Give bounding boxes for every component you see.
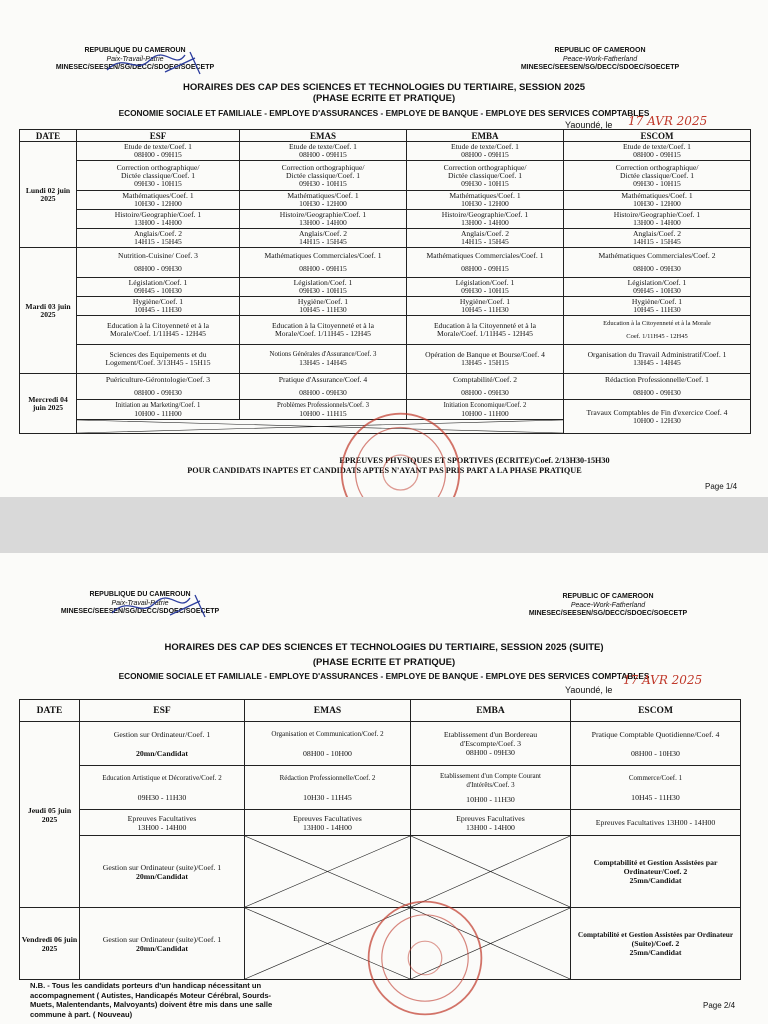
table-row — [20, 722, 741, 766]
footer-note: EPREUVES PHYSIQUES ET SPORTIVES (ECRITE)/Coef. 2/13H30-15H30 POUR CANDIDATS INAPTES ET CANDIDATS APTES N'AYANT PAS PRIS PART A LA PHASE PRATIQUE — [187, 456, 610, 475]
signature-scribble — [105, 50, 215, 76]
page-subtitle: ECONOMIE SOCIALE ET FAMILIALE - EMPLOYE D'ASSURANCES - EMPLOYE DE BANQUE - EMPLOYE DES SERVICES COMPTABLES — [118, 671, 650, 681]
date-cell: Jeudi 05 juin 2025 — [20, 722, 80, 908]
official-stamp — [338, 410, 463, 497]
page-subtitle: ECONOMIE SOCIALE ET FAMILIALE - EMPLOYE D'ASSURANCES - EMPLOYE DE BANQUE - EMPLOYE DES SERVICES COMPTABLES — [118, 108, 650, 118]
cell: Mathématiques/Coef. 1 10H30 - 12H00 — [240, 191, 407, 210]
header-row — [20, 700, 741, 722]
official-stamp — [365, 898, 485, 1018]
header-left: REPUBLIQUE DU CAMEROUN Paix-Travail-Patrie MINESEC/SEESEN/SG/DECC/SDOEC/SOECETP — [55, 47, 215, 71]
cell: Etude de texte/Coef. 1 08H00 - 09H15 — [77, 142, 240, 161]
col-esf: ESF — [77, 130, 240, 142]
cell: Initiation Economique/Coef. 2 10H00 - 11H00 — [407, 400, 564, 420]
cell: Hygiène/Coef. 1 10H45 - 11H30 — [564, 297, 751, 316]
cell: Commerce/Coef. 1 10H45 - 11H30 — [571, 766, 741, 810]
schedule-table-1 — [19, 129, 751, 434]
cell: Mathématiques Commerciales/Coef. 1 08H00 - 09H15 — [240, 248, 407, 278]
col-esf: ESF — [80, 700, 245, 722]
cell: Hygiène/Coef. 1 10H45 - 11H30 — [407, 297, 564, 316]
table-row — [20, 142, 751, 161]
col-emas: EMAS — [245, 700, 411, 722]
cell: Gestion sur Ordinateur/Coef. 1 20mn/Candidat — [80, 722, 245, 766]
cell: Correction orthographique/ Dictée classique/Coef. 1 09H30 - 10H15 — [564, 161, 751, 191]
empty-cell — [77, 420, 564, 434]
table-row — [20, 278, 751, 297]
empty-cell — [245, 836, 411, 908]
yaounde-label: Yaoundé, le — [565, 120, 613, 130]
yaounde-label: Yaoundé, le — [565, 685, 613, 695]
cell: Rédaction Professionnelle/Coef. 1 08H00 - 09H30 — [564, 374, 751, 400]
cell: Initiation au Marketing/Coef. 1 10H00 - 11H00 — [77, 400, 240, 420]
cell: Organisation et Communication/Coef. 2 08H00 - 10H00 — [245, 722, 411, 766]
cell: Epreuves Facultatives 13H00 - 14H00 — [245, 810, 411, 836]
cell: Législation/Coef. 1 09H30 - 10H15 — [407, 278, 564, 297]
cell: Correction orthographique/ Dictée classique/Coef. 1 09H30 - 10H15 — [77, 161, 240, 191]
header-right: REPUBLIC OF CAMEROON Peace-Work-Fatherland MINESEC/SEESEN/SG/DECC/SDOEC/SOECETP — [520, 47, 680, 71]
col-date: DATE — [20, 700, 80, 722]
cell: Epreuves Facultatives 13H00 - 14H00 — [411, 810, 571, 836]
col-emas: EMAS — [240, 130, 407, 142]
empty-cell — [411, 836, 571, 908]
cell: Hygiène/Coef. 1 10H45 - 11H30 — [240, 297, 407, 316]
cell: Nutrition-Cuisine/ Coef. 3 08H00 - 09H30 — [77, 248, 240, 278]
cell: Histoire/Geographie/Coef. 1 13H00 - 14H00 — [564, 210, 751, 229]
cell: Histoire/Geographie/Coef. 1 13H00 - 14H00 — [77, 210, 240, 229]
table-row — [20, 229, 751, 248]
cell: Pratique Comptable Quotidienne/Coef. 4 08H00 - 10H30 — [571, 722, 741, 766]
cell: Mathématiques Commerciales/Coef. 2 08H00 - 09H30 — [564, 248, 751, 278]
col-emba: EMBA — [411, 700, 571, 722]
cell: Travaux Comptables de Fin d'exercice Coef. 4 10H00 - 12H30 — [564, 400, 751, 434]
cell: Anglais/Coef. 2 14H15 - 15H45 — [564, 229, 751, 248]
col-escom: ESCOM — [564, 130, 751, 142]
cell: Epreuves Facultatives 13H00 - 14H00 — [571, 810, 741, 836]
table-row — [20, 810, 741, 836]
table-row — [20, 248, 751, 278]
table-row — [20, 210, 751, 229]
signature-scribble — [110, 593, 220, 619]
table-row — [20, 836, 741, 908]
cell: Législation/Coef. 1 09H45 - 10H30 — [564, 278, 751, 297]
cell: Histoire/Geographie/Coef. 1 13H00 - 14H00 — [240, 210, 407, 229]
handwritten-date: 17 AVR 2025 — [628, 114, 708, 128]
table-row — [20, 345, 751, 374]
page-title: HORAIRES DES CAP DES SCIENCES ET TECHNOLOGIES DU TERTIAIRE, SESSION 2025 (SUITE) (PHASE ECRITE ET PRATIQUE) — [164, 642, 604, 668]
page-number: Page 2/4 — [703, 1001, 736, 1010]
cell: Mathématiques/Coef. 1 10H30 - 12H00 — [407, 191, 564, 210]
cell: Comptabilité et Gestion Assistées par Ordinateur (Suite)/Coef. 2 25mn/Candidat — [571, 908, 741, 980]
date-cell: Vendredi 06 juin 2025 — [20, 908, 80, 980]
cell: Législation/Coef. 1 09H45 - 10H30 — [77, 278, 240, 297]
cell: Education à la Citoyenneté et à la Morale/Coef. 1/11H45 - 12H45 — [77, 316, 240, 345]
header-right: REPUBLIC OF CAMEROON Peace-Work-Fatherland MINESEC/SEESEN/SG/DECC/SDOEC/SOECETP — [528, 593, 688, 617]
page-2 — [0, 553, 768, 1024]
cell: Hygiène/Coef. 1 10H45 - 11H30 — [77, 297, 240, 316]
cell: Puériculture-Gérontologie/Coef. 3 08H00 - 09H30 — [77, 374, 240, 400]
cell: Education Artistique et Décorative/Coef. 2 09H30 - 11H30 — [80, 766, 245, 810]
handwritten-date: 17 AVR 2025 — [623, 673, 703, 687]
cell: Législation/Coef. 1 09H30 - 10H15 — [240, 278, 407, 297]
table-row — [20, 766, 741, 810]
date-cell: Lundi 02 juin 2025 — [20, 142, 77, 248]
cell: Anglais/Coef. 2 14H15 - 15H45 — [407, 229, 564, 248]
cell: Etablissement d'un Compte Courant d'Intérêts/Coef. 3 10H00 - 11H30 — [411, 766, 571, 810]
cell: Etude de texte/Coef. 1 08H00 - 09H15 — [407, 142, 564, 161]
cell: Correction orthographique/ Dictée classique/Coef. 1 09H30 - 10H15 — [407, 161, 564, 191]
cell: Education à la Citoyenneté et à la Morale/Coef. 1/11H45 - 12H45 — [240, 316, 407, 345]
cell: Etude de texte/Coef. 1 08H00 - 09H15 — [564, 142, 751, 161]
cell: Comptabilité et Gestion Assistées par Ordinateur/Coef. 2 25mn/Candidat — [571, 836, 741, 908]
cell: Epreuves Facultatives 13H00 - 14H00 — [80, 810, 245, 836]
cell: Histoire/Geographie/Coef. 1 13H00 - 14H00 — [407, 210, 564, 229]
cell: Correction orthographique/ Dictée classique/Coef. 1 09H30 - 10H15 — [240, 161, 407, 191]
page-number: Page 1/4 — [705, 482, 738, 491]
note-block: N.B. - Tous les candidats porteurs d'un handicap nécessitant un accompagnement ( Autistes, Handicapés Moteur Cérébral, Sourds- Muets, Malentendants, Malvoyants) doivent être mis dans une salle commune à part. ( Nouveau) — [30, 981, 273, 1019]
cell: Notions Générales d'Assurance/Coef. 3 13H45 - 14H45 — [240, 345, 407, 374]
date-cell: Mardi 03 juin 2025 — [20, 248, 77, 374]
cell: Etude de texte/Coef. 1 08H00 - 09H15 — [240, 142, 407, 161]
cell: Mathématiques/Coef. 1 10H30 - 12H00 — [77, 191, 240, 210]
cell: Rédaction Professionnelle/Coef. 2 10H30 - 11H45 — [245, 766, 411, 810]
cell: Gestion sur Ordinateur (suite)/Coef. 1 20mn/Candidat — [80, 836, 245, 908]
table-row — [20, 374, 751, 400]
cell: Comptabilité/Coef. 2 08H00 - 09H30 — [407, 374, 564, 400]
col-date: DATE — [20, 130, 77, 142]
col-escom: ESCOM — [571, 700, 741, 722]
cell: Problèmes Professionnels/Coef. 3 10H00 - 11H15 — [240, 400, 407, 420]
cell: Education à la Citoyenneté et à la Morale/Coef. 1/11H45 - 12H45 — [407, 316, 564, 345]
table-row — [20, 161, 751, 191]
table-row — [20, 297, 751, 316]
date-cell: Mercredi 04 juin 2025 — [20, 374, 77, 434]
cell: Etablissement d'un Bordereau d'Escompte/Coef. 3 08H00 - 09H30 — [411, 722, 571, 766]
table-row — [20, 191, 751, 210]
header-left: REPUBLIQUE DU CAMEROUN Paix-Travail-Patrie MINESEC/SEESEN/SG/DECC/SDOEC/SOECETP — [60, 591, 220, 615]
cell: Mathématiques/Coef. 1 10H30 - 12H00 — [564, 191, 751, 210]
cell: Pratique d'Assurance/Coef. 4 08H00 - 09H30 — [240, 374, 407, 400]
cell: Sciences des Equipements et du Logement/Coef. 3/13H45 - 15H15 — [77, 345, 240, 374]
cell: Anglais/Coef. 2 14H15 - 15H45 — [77, 229, 240, 248]
cell: Anglais/Coef. 2 14H15 - 15H45 — [240, 229, 407, 248]
cell: Education à la Citoyenneté et à la Morale Coef. 1/11H45 - 12H45 — [564, 316, 751, 345]
cell: Mathématiques Commerciales/Coef. 1 08H00 - 09H15 — [407, 248, 564, 278]
cell: Opération de Banque et Bourse/Coef. 4 13H45 - 15H15 — [407, 345, 564, 374]
table-row — [20, 316, 751, 345]
col-emba: EMBA — [407, 130, 564, 142]
page-title: HORAIRES DES CAP DES SCIENCES ET TECHNOLOGIES DU TERTIAIRE, SESSION 2025 (PHASE ECRITE ET PRATIQUE) — [182, 82, 586, 104]
page-1 — [0, 0, 768, 497]
cell: Organisation du Travail Administratif/Coef. 1 13H45 - 14H45 — [564, 345, 751, 374]
header-row — [20, 130, 751, 142]
cell: Gestion sur Ordinateur (suite)/Coef. 1 20mn/Candidat — [80, 908, 245, 980]
